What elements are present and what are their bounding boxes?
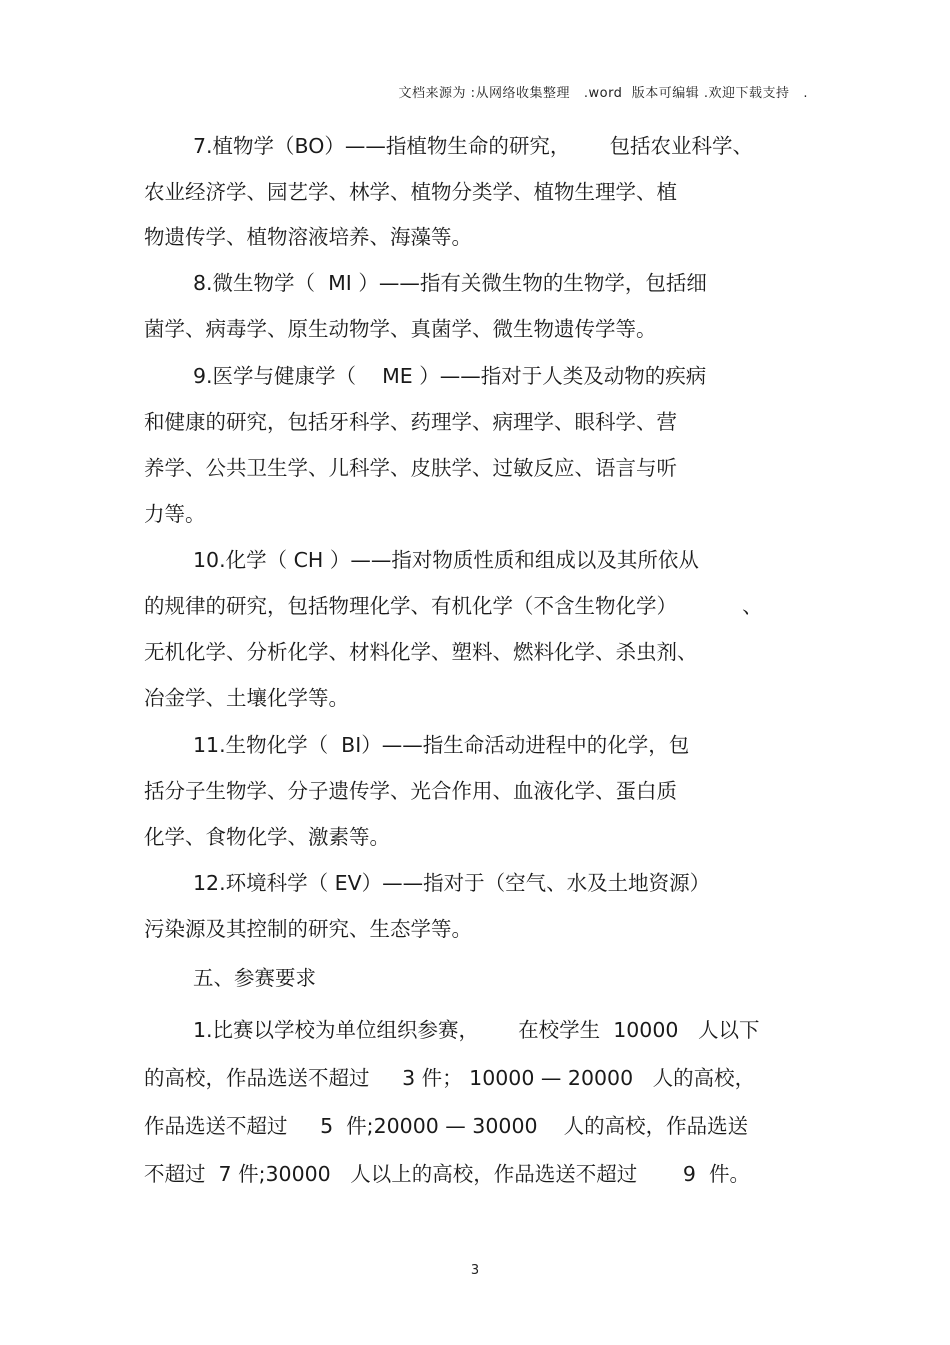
text-line: 的规律的研究，包括物理化学、有机化学（不含生物化学） 、 <box>144 594 763 618</box>
text-line: 污染源及其控制的研究、生态学等。 <box>144 917 472 941</box>
page-header: 文档来源为 :从网络收集整理 .word 版本可编辑 .欢迎下载支持 . <box>398 86 808 101</box>
text-line: 括分子生物学、分子遗传学、光合作用、血液化学、蛋白质 <box>144 779 677 803</box>
text-line: 和健康的研究，包括牙科学、药理学、病理学、眼科学、营 <box>144 410 677 434</box>
text-line: 8.微生物学（ MI ）——指有关微生物的生物学，包括细 <box>193 271 707 295</box>
text-line: 化学、食物化学、激素等。 <box>144 825 390 849</box>
text-line: 农业经济学、园艺学、林学、植物分类学、植物生理学、植 <box>144 180 677 204</box>
text-line: 10.化学（ CH ）——指对物质性质和组成以及其所依从 <box>193 548 699 572</box>
text-line: 11.生物化学（ BI）——指生命活动进程中的化学，包 <box>193 733 690 757</box>
text-line: 作品选送不超过 5 件;20000 — 30000 人的高校，作品选送 <box>144 1114 749 1138</box>
text-line: 养学、公共卫生学、儿科学、皮肤学、过敏反应、语言与听 <box>144 456 677 480</box>
text-line: 不超过 7 件;30000 人以上的高校，作品选送不超过 9 件。 <box>144 1162 750 1186</box>
text-line: 物遗传学、植物溶液培养、海藻等。 <box>144 225 472 249</box>
text-line: 9.医学与健康学（ ME ）——指对于人类及动物的疾病 <box>193 364 707 388</box>
page-number: 3 <box>470 1263 480 1278</box>
section-heading: 五、参赛要求 <box>193 966 316 990</box>
text-line: 7.植物学（BO）——指植物生命的研究， 包括农业科学、 <box>193 134 753 158</box>
text-line: 无机化学、分析化学、材料化学、塑料、燃料化学、杀虫剂、 <box>144 640 698 664</box>
text-line: 的高校，作品选送不超过 3 件； 10000 — 20000 人的高校， <box>144 1066 756 1090</box>
text-line: 1.比赛以学校为单位组织参赛， 在校学生 10000 人以下 <box>193 1018 760 1042</box>
text-line: 12.环境科学（ EV）——指对于（空气、水及土地资源） <box>193 871 711 895</box>
text-line: 冶金学、土壤化学等。 <box>144 686 349 710</box>
text-line: 力等。 <box>144 502 206 526</box>
text-line: 菌学、病毒学、原生动物学、真菌学、微生物遗传学等。 <box>144 317 657 341</box>
